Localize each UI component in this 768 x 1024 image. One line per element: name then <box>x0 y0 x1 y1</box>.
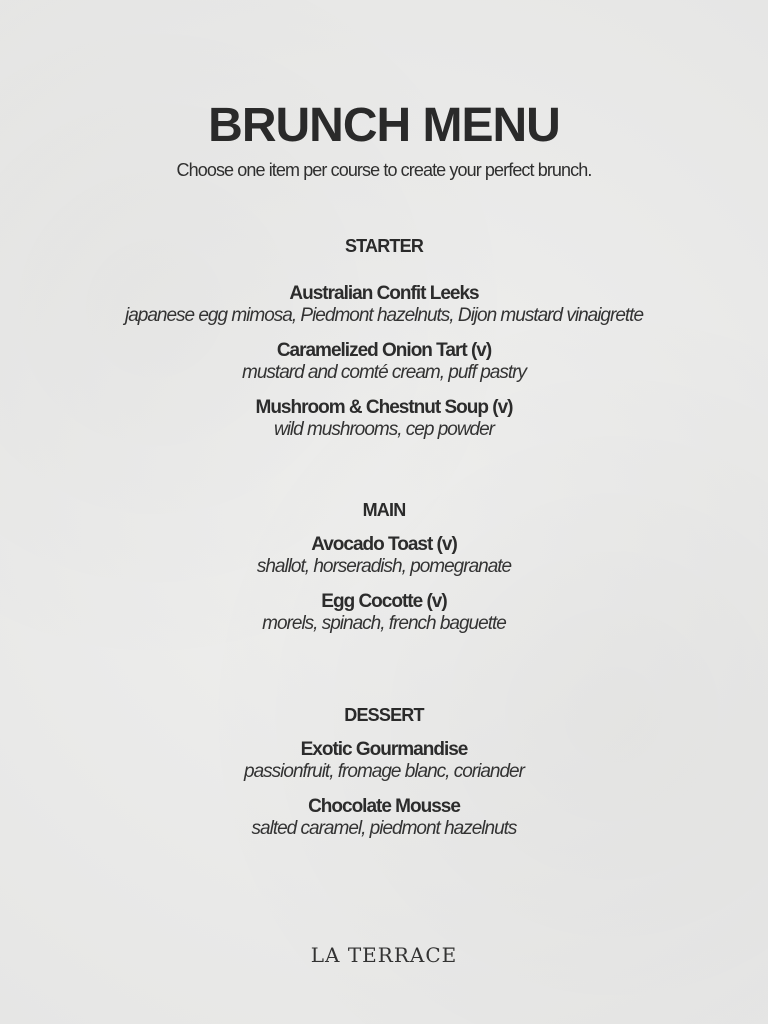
menu-item <box>0 739 768 783</box>
page-subtitle: Choose one item per course to create your perfect brunch. <box>176 160 592 180</box>
item-name: Egg Cocotte (v) <box>321 591 447 612</box>
item-description: shallot, horseradish, pomegranate <box>256 556 512 577</box>
menu-item <box>0 283 768 327</box>
section-main <box>0 499 768 635</box>
item-name: Australian Confit Leeks <box>289 283 479 304</box>
item-name: Mushroom & Chestnut Soup (v) <box>255 397 513 418</box>
item-description: passionfruit, fromage blanc, coriander <box>244 761 524 782</box>
item-description: morels, spinach, french baguette <box>262 613 506 634</box>
section-title: MAIN <box>362 500 406 520</box>
item-name: Caramelized Onion Tart (v) <box>276 340 492 361</box>
page-title: BRUNCH MENU <box>208 99 560 152</box>
item-description: japanese egg mimosa, Piedmont hazelnuts, Dijon mustard vinaigrette <box>124 305 644 326</box>
section-title: DESSERT <box>344 705 424 725</box>
menu-item <box>0 534 768 578</box>
menu-item <box>0 340 768 384</box>
brand-logo: LA TERRACE <box>310 943 458 967</box>
section-dessert <box>0 704 768 840</box>
section-title: STARTER <box>344 236 424 256</box>
menu-item <box>0 591 768 635</box>
item-name: Avocado Toast (v) <box>311 534 457 555</box>
section-starter <box>0 235 768 441</box>
item-name: Chocolate Mousse <box>308 796 460 817</box>
item-name: Exotic Gourmandise <box>300 739 468 760</box>
item-description: salted caramel, piedmont hazelnuts <box>251 818 517 839</box>
menu-item <box>0 397 768 441</box>
menu-item <box>0 796 768 840</box>
item-description: mustard and comté cream, puff pastry <box>242 362 526 383</box>
item-description: wild mushrooms, cep powder <box>273 419 495 440</box>
